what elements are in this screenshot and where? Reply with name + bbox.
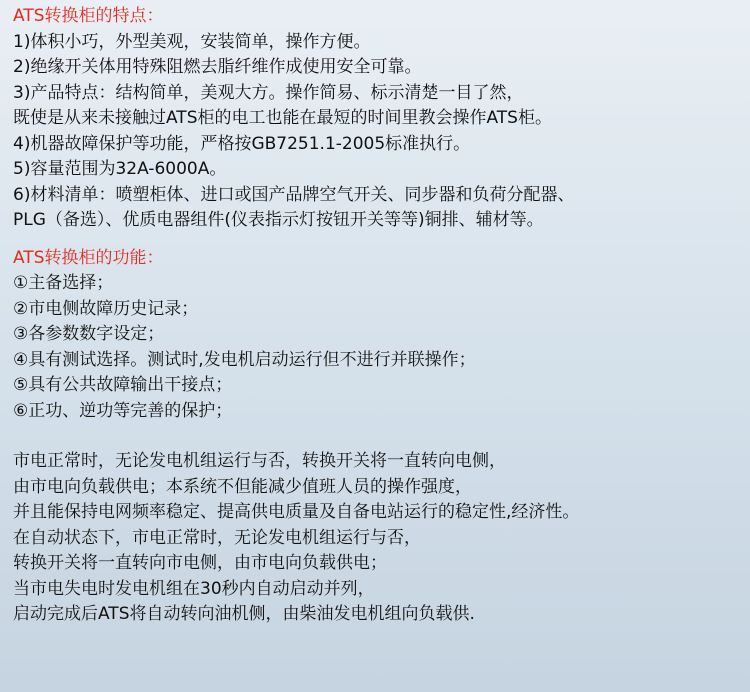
operation-description <box>13 449 740 628</box>
description-line-7: 启动完成后ATS将自动转向油机侧，由柴油发电机组向负载供. <box>13 604 475 624</box>
features-item-3-continued: 既使是从来未接触过ATS柜的电工也能在最短的时间里教会操作ATS柜。 <box>13 108 552 128</box>
features-item-4: 4)机器故障保护等功能，严格按GB7251.1-2005标准执行。 <box>13 133 471 154</box>
features-item-6-continued: PLG（备选）、优质电器组件(仪表指示灯按钮开关等等)铜排、辅材等。 <box>13 210 544 230</box>
description-line-2: 由市电向负载供电；本系统不但能减少值班人员的操作强度， <box>13 476 472 497</box>
features-section <box>13 4 740 234</box>
description-line-3: 并且能保持电网频率稳定、提高供电质量及自备电站运行的稳定性,经济性。 <box>13 502 580 522</box>
functions-item-6: ⑥正功、逆功等完善的保护； <box>13 400 233 421</box>
functions-section <box>13 246 740 425</box>
features-item-5: 5)容量范围为32A-6000A。 <box>13 159 227 179</box>
description-line-1: 市电正常时，无论发电机组运行与否，转换开关将一直转向电侧， <box>13 451 506 471</box>
description-line-4: 在自动状态下，市电正常时，无论发电机组运行与否， <box>13 527 421 548</box>
section-gap <box>13 234 740 246</box>
features-item-2: 2)绝缘开关体用特殊阻燃去脂纤维作成使用安全可靠。 <box>13 57 422 77</box>
features-heading: ATS转换柜的特点： <box>13 6 164 26</box>
features-item-1: 1)体积小巧，外型美观，安装简单，操作方便。 <box>13 31 371 52</box>
features-item-3: 3)产品特点：结构简单，美观大方。操作简易、标示清楚一目了然， <box>13 82 524 103</box>
features-item-6: 6)材料清单：喷塑柜体、进口或国产品牌空气开关、同步器和负荷分配器、 <box>13 184 575 205</box>
functions-heading: ATS转换柜的功能： <box>13 247 164 268</box>
functions-item-4: ④具有测试选择。测试时,发电机启动运行但不进行并联操作； <box>13 349 476 370</box>
section-gap <box>13 424 740 449</box>
description-line-5: 转换开关将一直转向市电侧，由市电向负载供电； <box>13 553 387 573</box>
functions-item-5: ⑤具有公共故障输出干接点； <box>13 375 233 395</box>
description-line-6: 当市电失电时发电机组在30秒内自动启动并列， <box>13 578 375 599</box>
functions-item-2: ②市电侧故障历史记录； <box>13 298 199 319</box>
functions-item-3: ③各参数数字设定； <box>13 324 165 344</box>
functions-item-1: ①主备选择； <box>13 273 114 293</box>
